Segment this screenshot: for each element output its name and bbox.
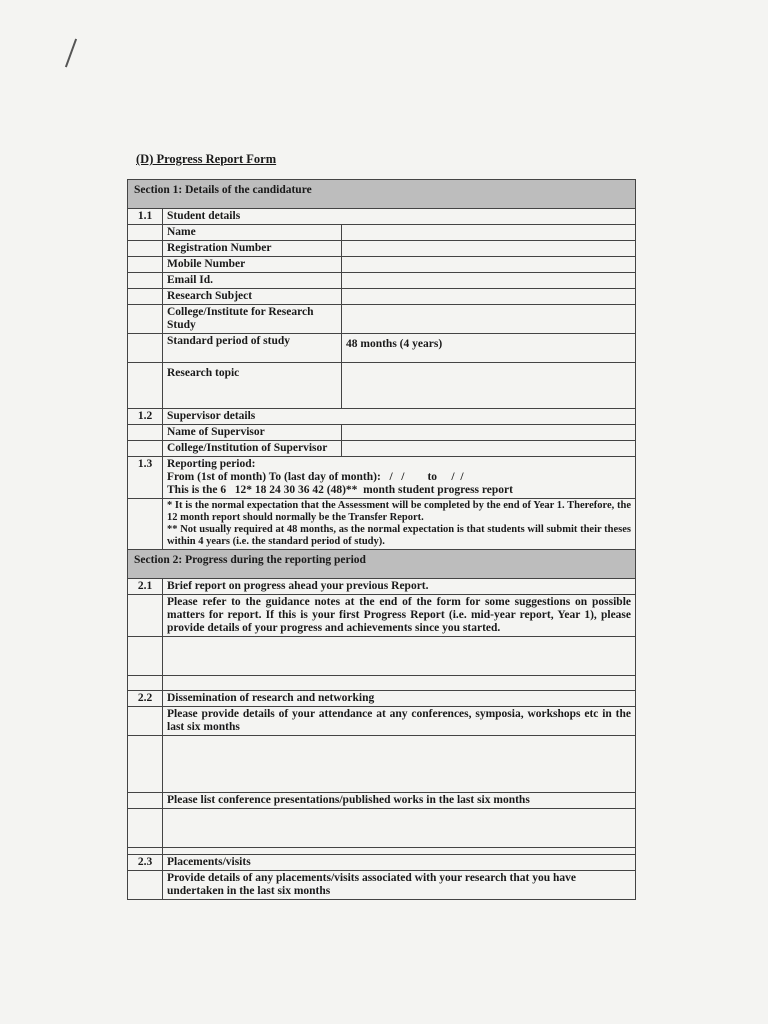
presentations-field[interactable] [163, 809, 636, 848]
supervisor-college-label: College/Institution of Supervisor [163, 441, 342, 457]
conference-attendance-field[interactable] [163, 736, 636, 793]
empty-cell [128, 441, 163, 457]
placements-heading: Placements/visits [163, 855, 636, 871]
empty-cell [128, 241, 163, 257]
section-1-header [128, 180, 636, 209]
conference-attendance-prompt: Please provide details of your attendance at any conferences, symposia, workshops etc in the last six months [163, 707, 636, 736]
table-row [128, 809, 636, 848]
note-48-months: ** Not usually required at 48 months, as the normal expectation is that students will submit their theses within 4 years (i.e. the standard period of study). [167, 524, 631, 547]
empty-cell [128, 595, 163, 637]
standard-period-value: 48 months (4 years) [342, 334, 636, 363]
item-number: 2.3 [128, 855, 163, 871]
row-2-1-heading [128, 579, 636, 595]
table-row [128, 425, 636, 441]
empty-cell [128, 257, 163, 273]
table-row [128, 848, 636, 855]
item-number: 2.2 [128, 691, 163, 707]
table-row [128, 871, 636, 900]
item-number: 2.1 [128, 579, 163, 595]
research-subject-label: Research Subject [163, 289, 342, 305]
empty-cell [128, 425, 163, 441]
supervisor-name-field[interactable] [342, 425, 636, 441]
presentations-prompt: Please list conference presentations/published works in the last six months [163, 793, 636, 809]
item-number: 1.2 [128, 409, 163, 425]
progress-report-heading: Brief report on progress ahead your previous Report. [163, 579, 636, 595]
empty-cell [128, 305, 163, 334]
table-row [128, 305, 636, 334]
email-field[interactable] [342, 273, 636, 289]
placements-prompt: Provide details of any placements/visits associated with your research that you have undertaken in the last six months [163, 871, 636, 900]
registration-number-label: Registration Number [163, 241, 342, 257]
empty-cell [128, 707, 163, 736]
research-subject-field[interactable] [342, 289, 636, 305]
table-row [128, 363, 636, 409]
note-transfer-report: * It is the normal expectation that the Assessment will be completed by the end of Year 1. Therefore, the 12 month report should normally be the Transfer Report. [167, 500, 631, 523]
reporting-period-cell [163, 457, 636, 499]
reporting-period-label: Reporting period: [167, 458, 256, 470]
section-2-header [128, 550, 636, 579]
table-row [128, 637, 636, 676]
progress-guidance-text: Please refer to the guidance notes at the end of the form for some suggestions on possible matters for report. If this is your first Progress Report (i.e. mid-year report, Year 1), please provide details of your progress and achievements since you started. [163, 595, 636, 637]
supervisor-name-label: Name of Supervisor [163, 425, 342, 441]
report-month-options[interactable]: This is the 6 12* 18 24 30 36 42 (48)** month student progress report [167, 484, 513, 496]
row-1-3 [128, 457, 636, 499]
row-1-3-notes [128, 499, 636, 550]
row-2-3-heading [128, 855, 636, 871]
mobile-number-field[interactable] [342, 257, 636, 273]
table-row [128, 793, 636, 809]
student-details-heading: Student details [163, 209, 636, 225]
item-number: 1.1 [128, 209, 163, 225]
table-row [128, 257, 636, 273]
spacer-cell [163, 848, 636, 855]
empty-cell [128, 637, 163, 676]
empty-cell [128, 334, 163, 363]
row-2-2-heading [128, 691, 636, 707]
table-row [128, 441, 636, 457]
table-row [128, 676, 636, 691]
table-row [128, 707, 636, 736]
empty-cell [128, 676, 163, 691]
empty-cell [128, 289, 163, 305]
table-row [128, 225, 636, 241]
empty-cell [128, 736, 163, 793]
row-1-1-heading [128, 209, 636, 225]
item-number: 1.3 [128, 457, 163, 499]
standard-period-label: Standard period of study [163, 334, 342, 363]
table-row [128, 334, 636, 363]
research-topic-field[interactable] [342, 363, 636, 409]
empty-cell [128, 273, 163, 289]
empty-cell [128, 871, 163, 900]
research-topic-label: Research topic [163, 363, 342, 409]
name-field[interactable] [342, 225, 636, 241]
table-row [128, 273, 636, 289]
college-label: College/Institute for Research Study [163, 305, 342, 334]
empty-cell [128, 225, 163, 241]
spacer-cell [163, 676, 636, 691]
form-title: (D) Progress Report Form [136, 152, 277, 166]
row-1-2-heading [128, 409, 636, 425]
empty-cell [128, 363, 163, 409]
mobile-number-label: Mobile Number [163, 257, 342, 273]
empty-cell [128, 848, 163, 855]
registration-number-field[interactable] [342, 241, 636, 257]
pen-mark [65, 39, 77, 68]
table-row [128, 241, 636, 257]
progress-report-answer-field[interactable] [163, 637, 636, 676]
email-label: Email Id. [163, 273, 342, 289]
section-2-title: Section 2: Progress during the reporting period [128, 550, 636, 579]
name-label: Name [163, 225, 342, 241]
reporting-period-dates[interactable]: From (1st of month) To (last day of month): / / to / / [167, 471, 464, 483]
notes-cell [163, 499, 636, 550]
section-1-title: Section 1: Details of the candidature [128, 180, 636, 209]
progress-report-table [127, 179, 636, 900]
supervisor-details-heading: Supervisor details [163, 409, 636, 425]
college-field[interactable] [342, 305, 636, 334]
dissemination-heading: Dissemination of research and networking [163, 691, 636, 707]
empty-cell [128, 499, 163, 550]
empty-cell [128, 809, 163, 848]
table-row [128, 736, 636, 793]
table-row [128, 289, 636, 305]
empty-cell [128, 793, 163, 809]
supervisor-college-field[interactable] [342, 441, 636, 457]
table-row [128, 595, 636, 637]
